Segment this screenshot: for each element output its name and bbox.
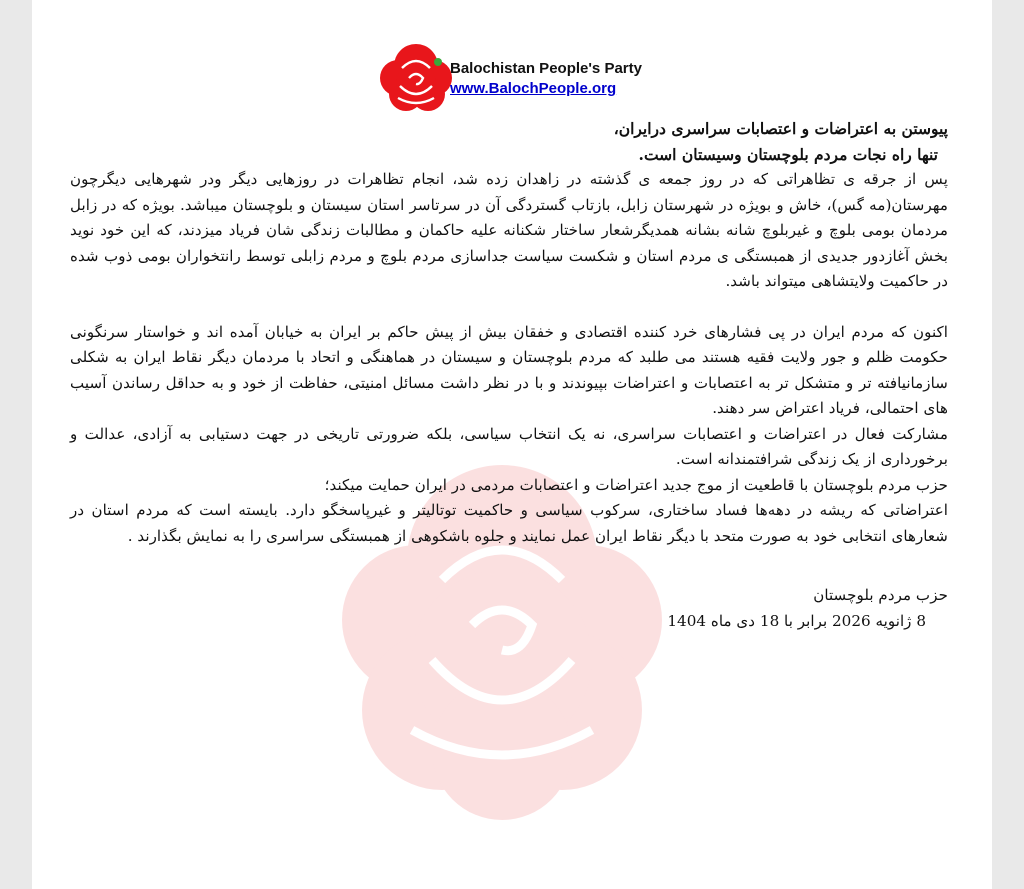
party-website-link[interactable]: www.BalochPeople.org <box>450 80 617 97</box>
document-page <box>32 0 992 889</box>
spacer <box>70 295 948 320</box>
paragraph-2: اکنون که مردم ایران در پی فشارهای خرد کننده اقتصادی و خفقان بیش از پیش حاکم بر ایران به خیابان آمده اند و خواستار سرنگونی حکومت ظلم و جور ولایت فقیه هستند می طلبد که مردم بلوچستان و سیستان در هماهنگی و اتحاد با مردمان دیگر نقاط ایران به شکلی سازمانیافته تر و متشکل تر به اعتصابات و اعتراضات بپیوندند و با در نظر داشت مسائل امنیتی، حفاظت از خود و به حداقل رساندن آسیب های احتمالی، فریاد اعتراض سر دهند. <box>70 322 948 417</box>
paragraph-5: اعتراضاتی که ریشه در دهه‌ها فساد ساختاری، سرکوب سیاسی و حاکمیت توتالیتر و غیرپاسخگو دارد. بایسته است که مردم استان در شعارهای انتخابی خود به صورت متحد با دیگر نقاط ایران عمل نمایند و جلوه باشکوهی از همبستگی سراسری را به نمایش بگذارند . <box>70 501 948 545</box>
statement-title-line2: تنها راه نجات مردم بلوچستان وسیستان است. <box>638 144 938 164</box>
statement-body <box>70 116 948 634</box>
signature: حزب مردم بلوچستان <box>813 586 948 604</box>
spacer <box>70 549 948 583</box>
paragraph-4: حزب مردم بلوچستان با قاطعیت از موج جدید اعتراضات و اعتصابات مردمی در ایران حمایت میکند؛ <box>324 475 948 494</box>
paragraph-3: مشارکت فعال در اعتراضات و اعتصابات سراسری، نه یک انتخاب سیاسی، بلکه ضرورتی تاریخی در جهت دستیابی به آزادی، عدالت و برخورداری از یک زندگی شرافتمندانه است. <box>70 424 948 468</box>
paragraph-1: پس از جرقه ی تظاهراتی که در روز جمعه ی گذشته در زاهدان زده شد، انجام تظاهرات در روزهایی دیگر ودر شهرهایی دیگرچون مهرستان(مه گس)، خاش و بویژه در شهرستان زابل، بازتاب گستردگی آن در سرتاسر استان سیستان و بلوچستان میباشد. بویژه که در زابل مردمان بومی بلوچ و غیربلوچ شانه بشانه همدیگرشعار ساختار شکنانه علیه حاکمان و مطالبات زندگی شان فریاد میزدند، که این خود نوید بخش آغازدور جدیدی از همبستگی ی مردم استان و شکست سیاست جداسازی مردم بلوچ و مردم زابلی توسط رانتخواران بومی ذوب شده در حاکمیت ولایتشاهی میتواند باشد. <box>70 170 948 290</box>
party-name: Balochistan People's Party <box>450 60 642 77</box>
letterhead <box>376 38 776 118</box>
rose-logo-icon <box>376 38 456 116</box>
statement-date: 8 ژانویه 2026 برابر با 18 دی ماه 1404 <box>667 611 926 630</box>
statement-title-line1: پیوستن به اعتراضات و اعتصابات سراسری درایران، <box>613 119 948 138</box>
